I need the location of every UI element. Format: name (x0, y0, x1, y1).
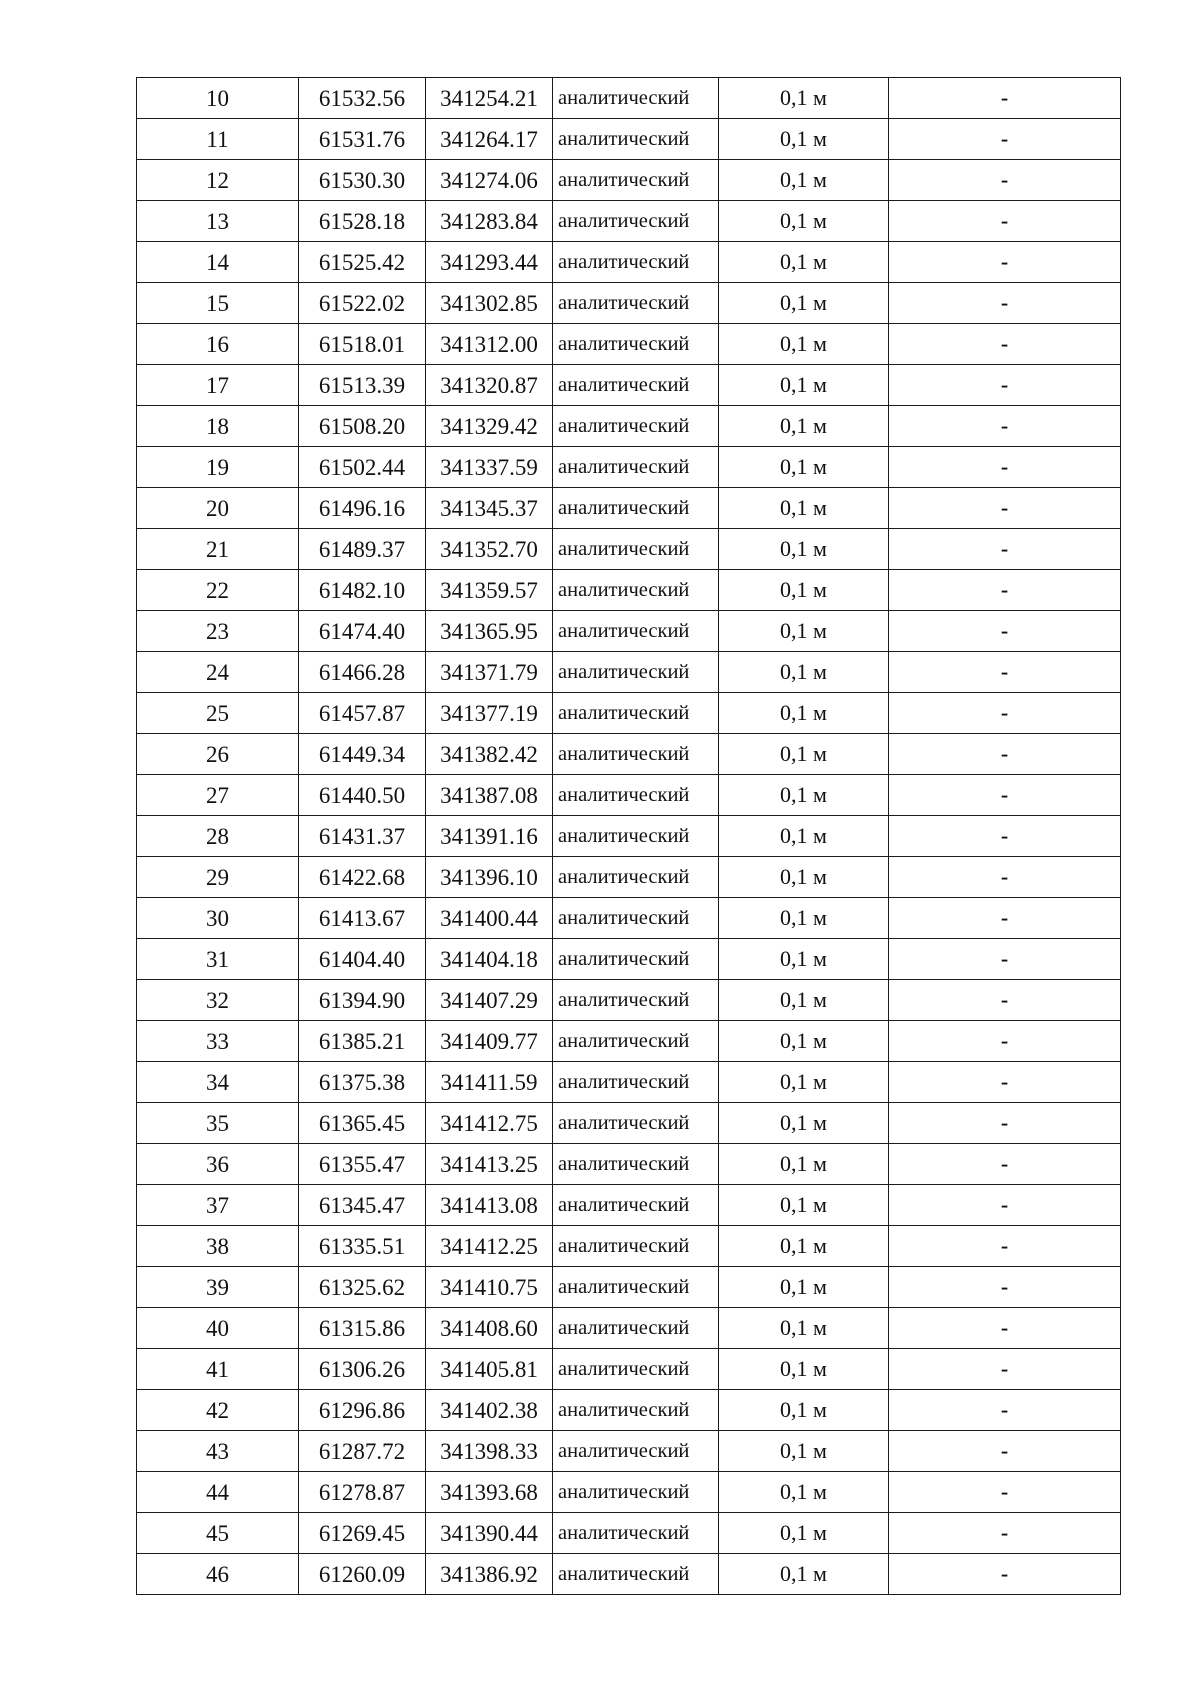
coordinate-x-cell: 61508.20 (299, 406, 426, 447)
point-number-cell: 38 (137, 1226, 299, 1267)
method-cell: аналитический (553, 898, 719, 939)
accuracy-cell: 0,1 м (719, 406, 889, 447)
table-row (137, 1021, 1121, 1062)
table-row (137, 775, 1121, 816)
coordinates-table (136, 77, 1121, 1595)
point-number-cell: 14 (137, 242, 299, 283)
note-cell: - (889, 1513, 1121, 1554)
coordinate-x-cell: 61278.87 (299, 1472, 426, 1513)
method-cell: аналитический (553, 242, 719, 283)
note-cell: - (889, 447, 1121, 488)
table-row (137, 78, 1121, 119)
point-number-cell: 11 (137, 119, 299, 160)
method-cell: аналитический (553, 570, 719, 611)
table-row (137, 1472, 1121, 1513)
table-row (137, 1390, 1121, 1431)
note-cell: - (889, 570, 1121, 611)
method-cell: аналитический (553, 816, 719, 857)
coordinate-x-cell: 61355.47 (299, 1144, 426, 1185)
table-row (137, 201, 1121, 242)
coordinate-x-cell: 61474.40 (299, 611, 426, 652)
note-cell: - (889, 611, 1121, 652)
coordinate-x-cell: 61502.44 (299, 447, 426, 488)
point-number-cell: 21 (137, 529, 299, 570)
note-cell: - (889, 1431, 1121, 1472)
coordinate-y-cell: 341365.95 (426, 611, 553, 652)
table-row (137, 980, 1121, 1021)
method-cell: аналитический (553, 1472, 719, 1513)
note-cell: - (889, 652, 1121, 693)
accuracy-cell: 0,1 м (719, 939, 889, 980)
table-row (137, 365, 1121, 406)
point-number-cell: 20 (137, 488, 299, 529)
table-row (137, 1308, 1121, 1349)
accuracy-cell: 0,1 м (719, 283, 889, 324)
accuracy-cell: 0,1 м (719, 980, 889, 1021)
coordinate-x-cell: 61482.10 (299, 570, 426, 611)
note-cell: - (889, 1103, 1121, 1144)
coordinate-x-cell: 61518.01 (299, 324, 426, 365)
point-number-cell: 35 (137, 1103, 299, 1144)
table-row (137, 324, 1121, 365)
accuracy-cell: 0,1 м (719, 570, 889, 611)
method-cell: аналитический (553, 1513, 719, 1554)
note-cell: - (889, 775, 1121, 816)
accuracy-cell: 0,1 м (719, 1390, 889, 1431)
coordinate-x-cell: 61513.39 (299, 365, 426, 406)
point-number-cell: 37 (137, 1185, 299, 1226)
coordinate-x-cell: 61404.40 (299, 939, 426, 980)
coordinate-y-cell: 341400.44 (426, 898, 553, 939)
accuracy-cell: 0,1 м (719, 1349, 889, 1390)
coordinate-y-cell: 341408.60 (426, 1308, 553, 1349)
note-cell: - (889, 488, 1121, 529)
point-number-cell: 24 (137, 652, 299, 693)
note-cell: - (889, 734, 1121, 775)
table-row (137, 611, 1121, 652)
method-cell: аналитический (553, 980, 719, 1021)
note-cell: - (889, 816, 1121, 857)
method-cell: аналитический (553, 1390, 719, 1431)
accuracy-cell: 0,1 м (719, 1513, 889, 1554)
table-row (137, 283, 1121, 324)
coordinate-x-cell: 61457.87 (299, 693, 426, 734)
method-cell: аналитический (553, 447, 719, 488)
coordinate-x-cell: 61525.42 (299, 242, 426, 283)
coordinate-x-cell: 61413.67 (299, 898, 426, 939)
accuracy-cell: 0,1 м (719, 78, 889, 119)
point-number-cell: 40 (137, 1308, 299, 1349)
method-cell: аналитический (553, 283, 719, 324)
table-row (137, 734, 1121, 775)
point-number-cell: 28 (137, 816, 299, 857)
accuracy-cell: 0,1 м (719, 611, 889, 652)
table-row (137, 816, 1121, 857)
coordinate-y-cell: 341264.17 (426, 119, 553, 160)
method-cell: аналитический (553, 201, 719, 242)
coordinate-y-cell: 341413.08 (426, 1185, 553, 1226)
coordinate-y-cell: 341312.00 (426, 324, 553, 365)
coordinate-x-cell: 61496.16 (299, 488, 426, 529)
table-row (137, 119, 1121, 160)
coordinate-x-cell: 61530.30 (299, 160, 426, 201)
point-number-cell: 17 (137, 365, 299, 406)
coordinate-y-cell: 341404.18 (426, 939, 553, 980)
coordinate-y-cell: 341410.75 (426, 1267, 553, 1308)
coordinate-y-cell: 341352.70 (426, 529, 553, 570)
accuracy-cell: 0,1 м (719, 734, 889, 775)
accuracy-cell: 0,1 м (719, 1472, 889, 1513)
point-number-cell: 34 (137, 1062, 299, 1103)
coordinate-y-cell: 341345.37 (426, 488, 553, 529)
accuracy-cell: 0,1 м (719, 1554, 889, 1595)
accuracy-cell: 0,1 м (719, 775, 889, 816)
point-number-cell: 33 (137, 1021, 299, 1062)
coordinate-y-cell: 341377.19 (426, 693, 553, 734)
note-cell: - (889, 78, 1121, 119)
coordinate-x-cell: 61449.34 (299, 734, 426, 775)
point-number-cell: 32 (137, 980, 299, 1021)
accuracy-cell: 0,1 м (719, 1144, 889, 1185)
table-row (137, 447, 1121, 488)
note-cell: - (889, 1062, 1121, 1103)
coordinate-y-cell: 341411.59 (426, 1062, 553, 1103)
note-cell: - (889, 365, 1121, 406)
point-number-cell: 44 (137, 1472, 299, 1513)
method-cell: аналитический (553, 652, 719, 693)
table-row (137, 1226, 1121, 1267)
note-cell: - (889, 283, 1121, 324)
point-number-cell: 18 (137, 406, 299, 447)
table-row (137, 939, 1121, 980)
method-cell: аналитический (553, 611, 719, 652)
method-cell: аналитический (553, 1144, 719, 1185)
note-cell: - (889, 980, 1121, 1021)
point-number-cell: 41 (137, 1349, 299, 1390)
method-cell: аналитический (553, 324, 719, 365)
method-cell: аналитический (553, 529, 719, 570)
coordinate-y-cell: 341405.81 (426, 1349, 553, 1390)
method-cell: аналитический (553, 1062, 719, 1103)
coordinate-y-cell: 341398.33 (426, 1431, 553, 1472)
coordinate-y-cell: 341413.25 (426, 1144, 553, 1185)
table-row (137, 898, 1121, 939)
note-cell: - (889, 119, 1121, 160)
coordinate-y-cell: 341382.42 (426, 734, 553, 775)
point-number-cell: 12 (137, 160, 299, 201)
coordinate-x-cell: 61528.18 (299, 201, 426, 242)
point-number-cell: 10 (137, 78, 299, 119)
note-cell: - (889, 1554, 1121, 1595)
method-cell: аналитический (553, 693, 719, 734)
table-row (137, 693, 1121, 734)
coordinate-x-cell: 61365.45 (299, 1103, 426, 1144)
coordinate-x-cell: 61489.37 (299, 529, 426, 570)
point-number-cell: 19 (137, 447, 299, 488)
coordinate-x-cell: 61296.86 (299, 1390, 426, 1431)
table-row (137, 1349, 1121, 1390)
coordinate-y-cell: 341390.44 (426, 1513, 553, 1554)
note-cell: - (889, 1226, 1121, 1267)
coordinate-x-cell: 61422.68 (299, 857, 426, 898)
coordinate-x-cell: 61440.50 (299, 775, 426, 816)
table-row (137, 857, 1121, 898)
coordinate-x-cell: 61335.51 (299, 1226, 426, 1267)
coordinate-y-cell: 341412.75 (426, 1103, 553, 1144)
coordinate-y-cell: 341409.77 (426, 1021, 553, 1062)
point-number-cell: 22 (137, 570, 299, 611)
point-number-cell: 42 (137, 1390, 299, 1431)
coordinate-x-cell: 61325.62 (299, 1267, 426, 1308)
coordinate-y-cell: 341320.87 (426, 365, 553, 406)
coordinate-x-cell: 61385.21 (299, 1021, 426, 1062)
point-number-cell: 16 (137, 324, 299, 365)
method-cell: аналитический (553, 857, 719, 898)
point-number-cell: 31 (137, 939, 299, 980)
coordinate-y-cell: 341302.85 (426, 283, 553, 324)
coordinate-y-cell: 341412.25 (426, 1226, 553, 1267)
point-number-cell: 15 (137, 283, 299, 324)
note-cell: - (889, 1472, 1121, 1513)
table-row (137, 1144, 1121, 1185)
coordinate-x-cell: 61260.09 (299, 1554, 426, 1595)
point-number-cell: 26 (137, 734, 299, 775)
note-cell: - (889, 1144, 1121, 1185)
coordinate-x-cell: 61315.86 (299, 1308, 426, 1349)
accuracy-cell: 0,1 м (719, 693, 889, 734)
coordinate-x-cell: 61345.47 (299, 1185, 426, 1226)
coordinate-x-cell: 61375.38 (299, 1062, 426, 1103)
method-cell: аналитический (553, 1267, 719, 1308)
note-cell: - (889, 529, 1121, 570)
table-row (137, 160, 1121, 201)
table-row (137, 1103, 1121, 1144)
method-cell: аналитический (553, 734, 719, 775)
coordinate-x-cell: 61394.90 (299, 980, 426, 1021)
note-cell: - (889, 898, 1121, 939)
note-cell: - (889, 1185, 1121, 1226)
coordinate-x-cell: 61522.02 (299, 283, 426, 324)
point-number-cell: 13 (137, 201, 299, 242)
point-number-cell: 29 (137, 857, 299, 898)
point-number-cell: 27 (137, 775, 299, 816)
method-cell: аналитический (553, 1185, 719, 1226)
point-number-cell: 43 (137, 1431, 299, 1472)
coordinate-x-cell: 61306.26 (299, 1349, 426, 1390)
accuracy-cell: 0,1 м (719, 1185, 889, 1226)
method-cell: аналитический (553, 78, 719, 119)
method-cell: аналитический (553, 1308, 719, 1349)
accuracy-cell: 0,1 м (719, 160, 889, 201)
accuracy-cell: 0,1 м (719, 242, 889, 283)
note-cell: - (889, 693, 1121, 734)
note-cell: - (889, 201, 1121, 242)
point-number-cell: 36 (137, 1144, 299, 1185)
table-row (137, 529, 1121, 570)
accuracy-cell: 0,1 м (719, 898, 889, 939)
accuracy-cell: 0,1 м (719, 324, 889, 365)
coordinate-x-cell: 61269.45 (299, 1513, 426, 1554)
accuracy-cell: 0,1 м (719, 1267, 889, 1308)
table-row (137, 1185, 1121, 1226)
coordinate-y-cell: 341396.10 (426, 857, 553, 898)
coordinate-y-cell: 341371.79 (426, 652, 553, 693)
note-cell: - (889, 324, 1121, 365)
accuracy-cell: 0,1 м (719, 1062, 889, 1103)
method-cell: аналитический (553, 1021, 719, 1062)
accuracy-cell: 0,1 м (719, 857, 889, 898)
table-row (137, 1513, 1121, 1554)
accuracy-cell: 0,1 м (719, 1103, 889, 1144)
method-cell: аналитический (553, 1554, 719, 1595)
accuracy-cell: 0,1 м (719, 119, 889, 160)
coordinate-y-cell: 341283.84 (426, 201, 553, 242)
method-cell: аналитический (553, 939, 719, 980)
table-row (137, 488, 1121, 529)
point-number-cell: 30 (137, 898, 299, 939)
coordinate-y-cell: 341386.92 (426, 1554, 553, 1595)
note-cell: - (889, 1308, 1121, 1349)
note-cell: - (889, 1390, 1121, 1431)
note-cell: - (889, 1021, 1121, 1062)
note-cell: - (889, 1267, 1121, 1308)
point-number-cell: 45 (137, 1513, 299, 1554)
table-row (137, 242, 1121, 283)
table-row (137, 1431, 1121, 1472)
accuracy-cell: 0,1 м (719, 816, 889, 857)
note-cell: - (889, 406, 1121, 447)
method-cell: аналитический (553, 160, 719, 201)
accuracy-cell: 0,1 м (719, 447, 889, 488)
method-cell: аналитический (553, 775, 719, 816)
accuracy-cell: 0,1 м (719, 488, 889, 529)
table-row (137, 652, 1121, 693)
method-cell: аналитический (553, 119, 719, 160)
coordinate-y-cell: 341274.06 (426, 160, 553, 201)
coordinate-x-cell: 61531.76 (299, 119, 426, 160)
table-row (137, 1062, 1121, 1103)
method-cell: аналитический (553, 406, 719, 447)
coordinate-y-cell: 341387.08 (426, 775, 553, 816)
accuracy-cell: 0,1 м (719, 1021, 889, 1062)
point-number-cell: 23 (137, 611, 299, 652)
accuracy-cell: 0,1 м (719, 652, 889, 693)
method-cell: аналитический (553, 488, 719, 529)
coordinate-y-cell: 341402.38 (426, 1390, 553, 1431)
coordinate-y-cell: 341359.57 (426, 570, 553, 611)
accuracy-cell: 0,1 м (719, 1431, 889, 1472)
coordinate-x-cell: 61287.72 (299, 1431, 426, 1472)
coordinate-y-cell: 341337.59 (426, 447, 553, 488)
point-number-cell: 39 (137, 1267, 299, 1308)
coordinate-y-cell: 341391.16 (426, 816, 553, 857)
note-cell: - (889, 1349, 1121, 1390)
coordinates-table-body (137, 78, 1121, 1595)
accuracy-cell: 0,1 м (719, 365, 889, 406)
accuracy-cell: 0,1 м (719, 201, 889, 242)
note-cell: - (889, 160, 1121, 201)
coordinate-y-cell: 341407.29 (426, 980, 553, 1021)
method-cell: аналитический (553, 1431, 719, 1472)
coordinate-x-cell: 61532.56 (299, 78, 426, 119)
table-row (137, 1267, 1121, 1308)
note-cell: - (889, 939, 1121, 980)
table-row (137, 1554, 1121, 1595)
method-cell: аналитический (553, 1103, 719, 1144)
coordinate-y-cell: 341329.42 (426, 406, 553, 447)
note-cell: - (889, 857, 1121, 898)
coordinate-y-cell: 341254.21 (426, 78, 553, 119)
note-cell: - (889, 242, 1121, 283)
accuracy-cell: 0,1 м (719, 1308, 889, 1349)
point-number-cell: 46 (137, 1554, 299, 1595)
accuracy-cell: 0,1 м (719, 529, 889, 570)
method-cell: аналитический (553, 1349, 719, 1390)
coordinate-x-cell: 61431.37 (299, 816, 426, 857)
coordinate-x-cell: 61466.28 (299, 652, 426, 693)
table-row (137, 406, 1121, 447)
method-cell: аналитический (553, 365, 719, 406)
point-number-cell: 25 (137, 693, 299, 734)
table-row (137, 570, 1121, 611)
coordinate-y-cell: 341393.68 (426, 1472, 553, 1513)
accuracy-cell: 0,1 м (719, 1226, 889, 1267)
coordinate-y-cell: 341293.44 (426, 242, 553, 283)
method-cell: аналитический (553, 1226, 719, 1267)
